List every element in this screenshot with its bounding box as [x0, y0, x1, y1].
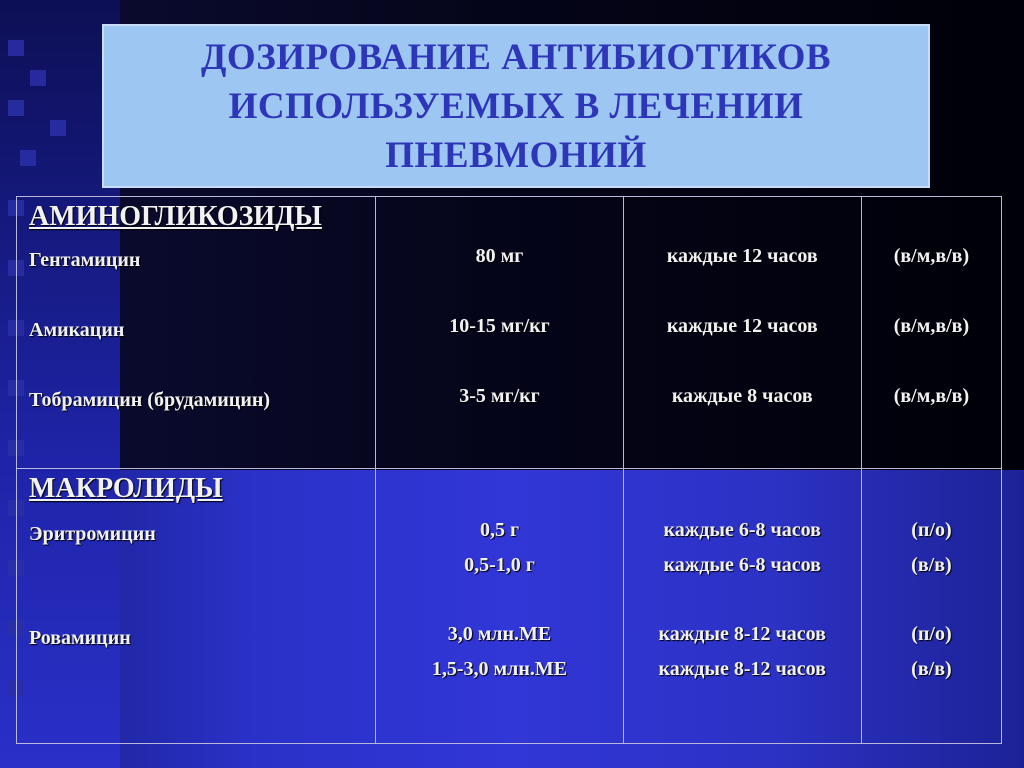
route-gentamicin: (в/м,в/в)	[893, 245, 970, 267]
frequency-amikacin: каждые 12 часов	[666, 315, 818, 337]
route-tobramycin: (в/м,в/в)	[893, 385, 970, 407]
frequency-rovamycin-iv: каждые 8-12 часов	[658, 658, 826, 680]
dose-tobramycin: 3-5 мг/кг	[459, 385, 540, 407]
frequency-rovamycin-oral: каждые 8-12 часов	[658, 623, 826, 645]
dose-cell	[376, 469, 623, 744]
drug-names-cell	[17, 469, 376, 744]
group-header-macrolides: МАКРОЛИДЫ	[29, 473, 223, 504]
drug-name-gentamicin: Гентамицин	[29, 249, 141, 271]
route-cell	[861, 197, 1001, 469]
slide-title-line-3: ПНЕВМОНИЙ	[385, 134, 647, 176]
frequency-cell	[623, 197, 861, 469]
route-cell	[861, 469, 1001, 744]
route-rovamycin-oral: (п/о)	[911, 623, 952, 645]
frequency-erythromycin-oral: каждые 6-8 часов	[663, 519, 821, 541]
slide-title-box	[102, 24, 930, 188]
dose-erythromycin-iv: 0,5-1,0 г	[464, 554, 535, 576]
drug-name-tobramycin: Тобрамицин (брудамицин)	[29, 389, 271, 411]
antibiotic-dosage-table	[16, 196, 1002, 744]
dose-cell	[376, 197, 623, 469]
dose-rovamycin-oral: 3,0 млн.МЕ	[447, 623, 552, 645]
drug-name-amikacin: Амикацин	[29, 319, 125, 341]
drug-names-cell	[17, 197, 376, 469]
route-amikacin: (в/м,в/в)	[893, 315, 970, 337]
slide-title-line-1: ДОЗИРОВАНИЕ АНТИБИОТИКОВ	[200, 36, 832, 78]
dose-rovamycin-iv: 1,5-3,0 млн.МЕ	[431, 658, 568, 680]
frequency-erythromycin-iv: каждые 6-8 часов	[663, 554, 821, 576]
dose-erythromycin-oral: 0,5 г	[479, 519, 520, 541]
route-erythromycin-iv: (в/в)	[911, 554, 952, 576]
drug-name-erythromycin: Эритромицин	[29, 523, 156, 545]
route-erythromycin-oral: (п/о)	[911, 519, 952, 541]
dose-amikacin: 10-15 мг/кг	[449, 315, 550, 337]
table-row-macrolides	[17, 469, 1002, 744]
table-row-aminoglycosides	[17, 197, 1002, 469]
slide-title-line-2: ИСПОЛЬЗУЕМЫХ В ЛЕЧЕНИИ	[228, 85, 804, 127]
group-header-aminoglycosides: АМИНОГЛИКОЗИДЫ	[29, 201, 322, 232]
frequency-cell	[623, 469, 861, 744]
frequency-tobramycin: каждые 8 часов	[671, 385, 813, 407]
route-rovamycin-iv: (в/в)	[911, 658, 952, 680]
drug-name-rovamycin: Ровамицин	[29, 627, 131, 649]
frequency-gentamicin: каждые 12 часов	[666, 245, 818, 267]
dose-gentamicin: 80 мг	[475, 245, 524, 267]
